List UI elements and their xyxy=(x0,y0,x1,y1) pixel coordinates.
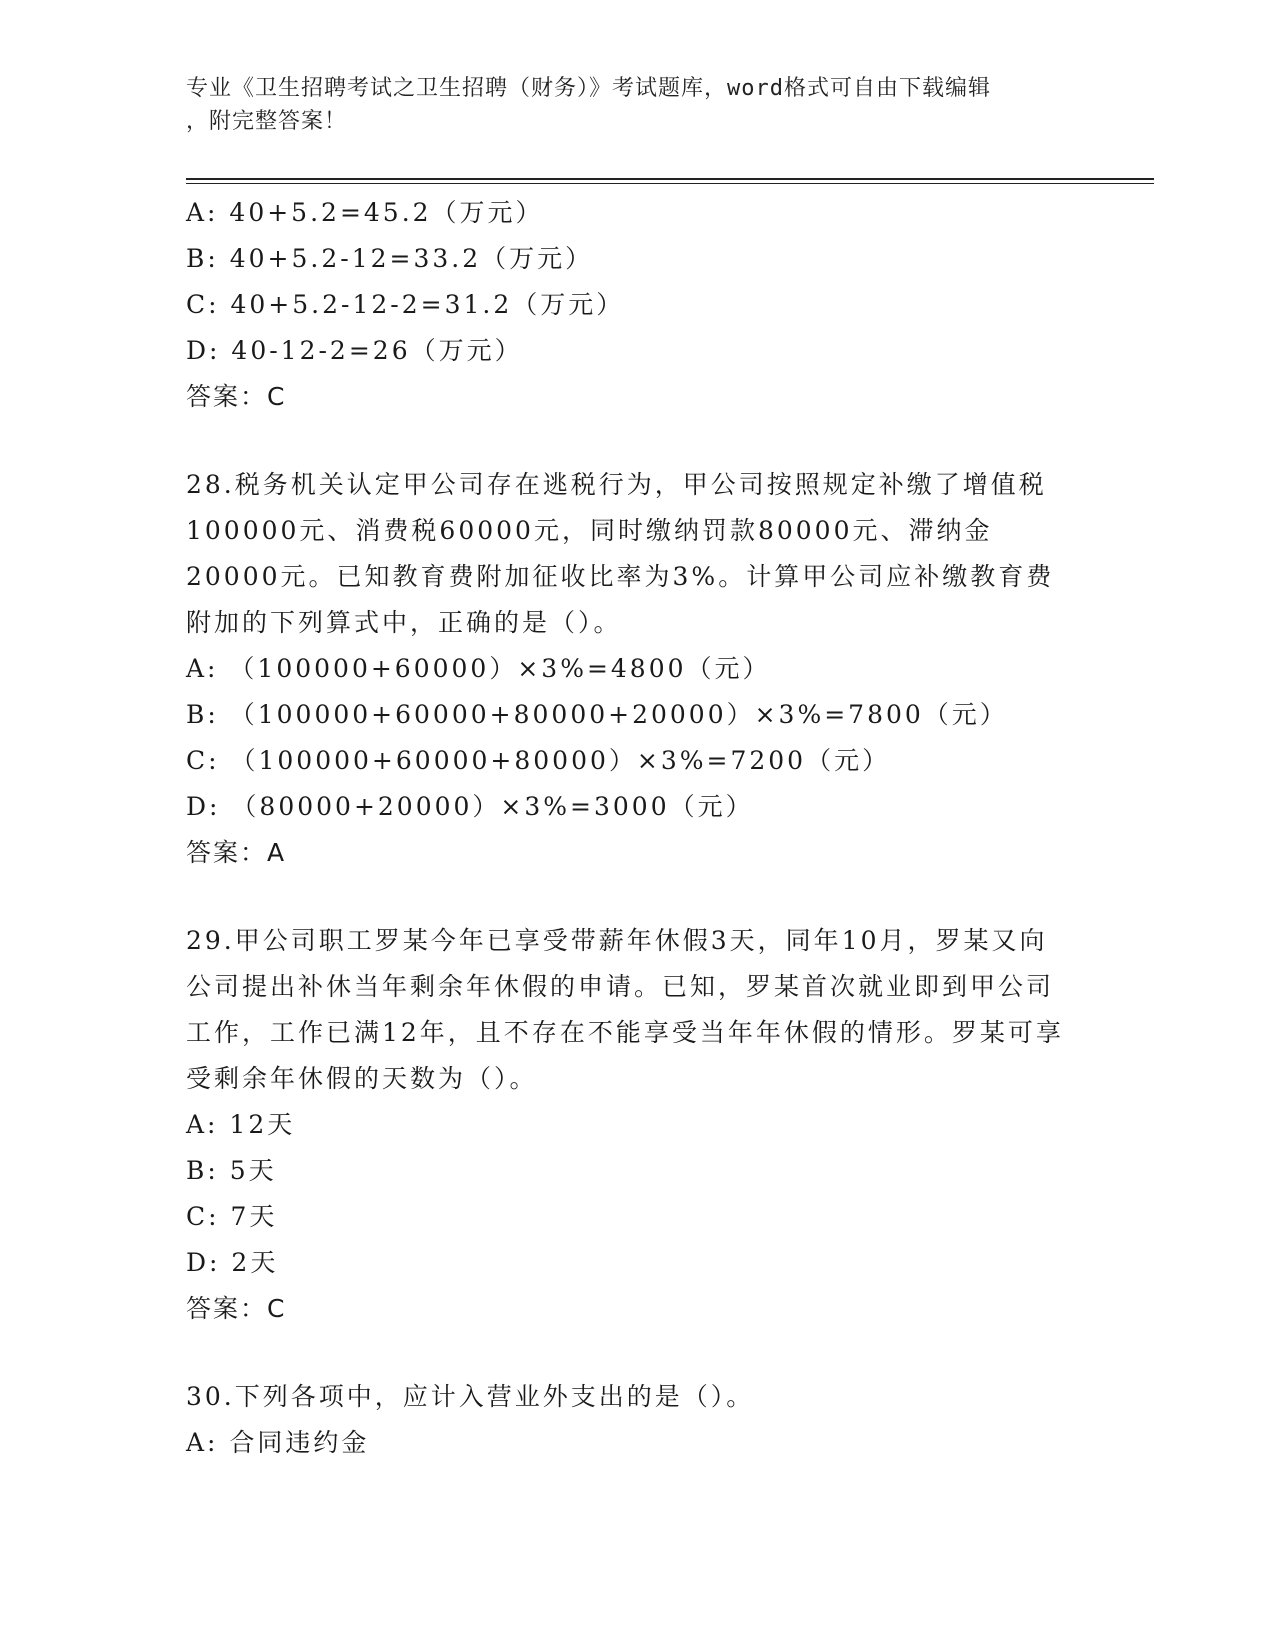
option-a: A: 12天 xyxy=(186,1110,296,1139)
option-c: C: （100000+60000+80000）×3%=7200（元） xyxy=(186,746,891,775)
option-c: C: 40+5.2-12-2=31.2（万元） xyxy=(186,290,625,319)
question-list xyxy=(186,190,1076,1466)
option-b: B: （100000+60000+80000+20000）×3%=7800（元） xyxy=(186,700,1008,729)
question-28-answer: 答案：A xyxy=(186,838,287,867)
option-a: A: 40+5.2=45.2（万元） xyxy=(186,198,544,227)
header-divider-thin xyxy=(186,183,1154,184)
question-28 xyxy=(186,462,1076,876)
question-30-stem: 30.下列各项中，应计入营业外支出的是（）。 xyxy=(186,1382,755,1411)
option-d: D: 40-12-2=26（万元） xyxy=(186,336,523,365)
option-d: D: 2天 xyxy=(186,1248,279,1277)
question-29-stem: 29.甲公司职工罗某今年已享受带薪年休假3天，同年10月，罗某又向公司提出补休当年剩余年休假的申请。已知，罗某首次就业即到甲公司工作，工作已满12年，且不存在不能享受当年年休假的情形。罗某可享受剩余年休假的天数为（）。 xyxy=(186,926,1064,1093)
question-29 xyxy=(186,918,1076,1332)
document-header xyxy=(186,72,1086,138)
question-29-answer: 答案：C xyxy=(186,1294,287,1323)
header-line-1: 专业《卫生招聘考试之卫生招聘（财务）》考试题库，word格式可自由下载编辑 xyxy=(186,76,991,101)
option-a: A: 合同违约金 xyxy=(186,1428,370,1457)
option-d: D: （80000+20000）×3%=3000（元） xyxy=(186,792,754,821)
header-divider-thick xyxy=(186,178,1154,180)
question-30 xyxy=(186,1374,1076,1466)
option-c: C: 7天 xyxy=(186,1202,278,1231)
header-line-2: ，附完整答案！ xyxy=(186,109,348,134)
option-a: A: （100000+60000）×3%=4800（元） xyxy=(186,654,771,683)
option-b: B: 5天 xyxy=(186,1156,277,1185)
option-b: B: 40+5.2-12=33.2（万元） xyxy=(186,244,594,273)
question-28-stem: 28.税务机关认定甲公司存在逃税行为，甲公司按照规定补缴了增值税100000元、消费税60000元，同时缴纳罚款80000元、滞纳金20000元。已知教育费附加征收比率为3%。计算甲公司应补缴教育费附加的下列算式中，正确的是（）。 xyxy=(186,470,1055,637)
question-27-options xyxy=(186,190,1076,374)
question-27-answer: 答案：C xyxy=(186,382,287,411)
